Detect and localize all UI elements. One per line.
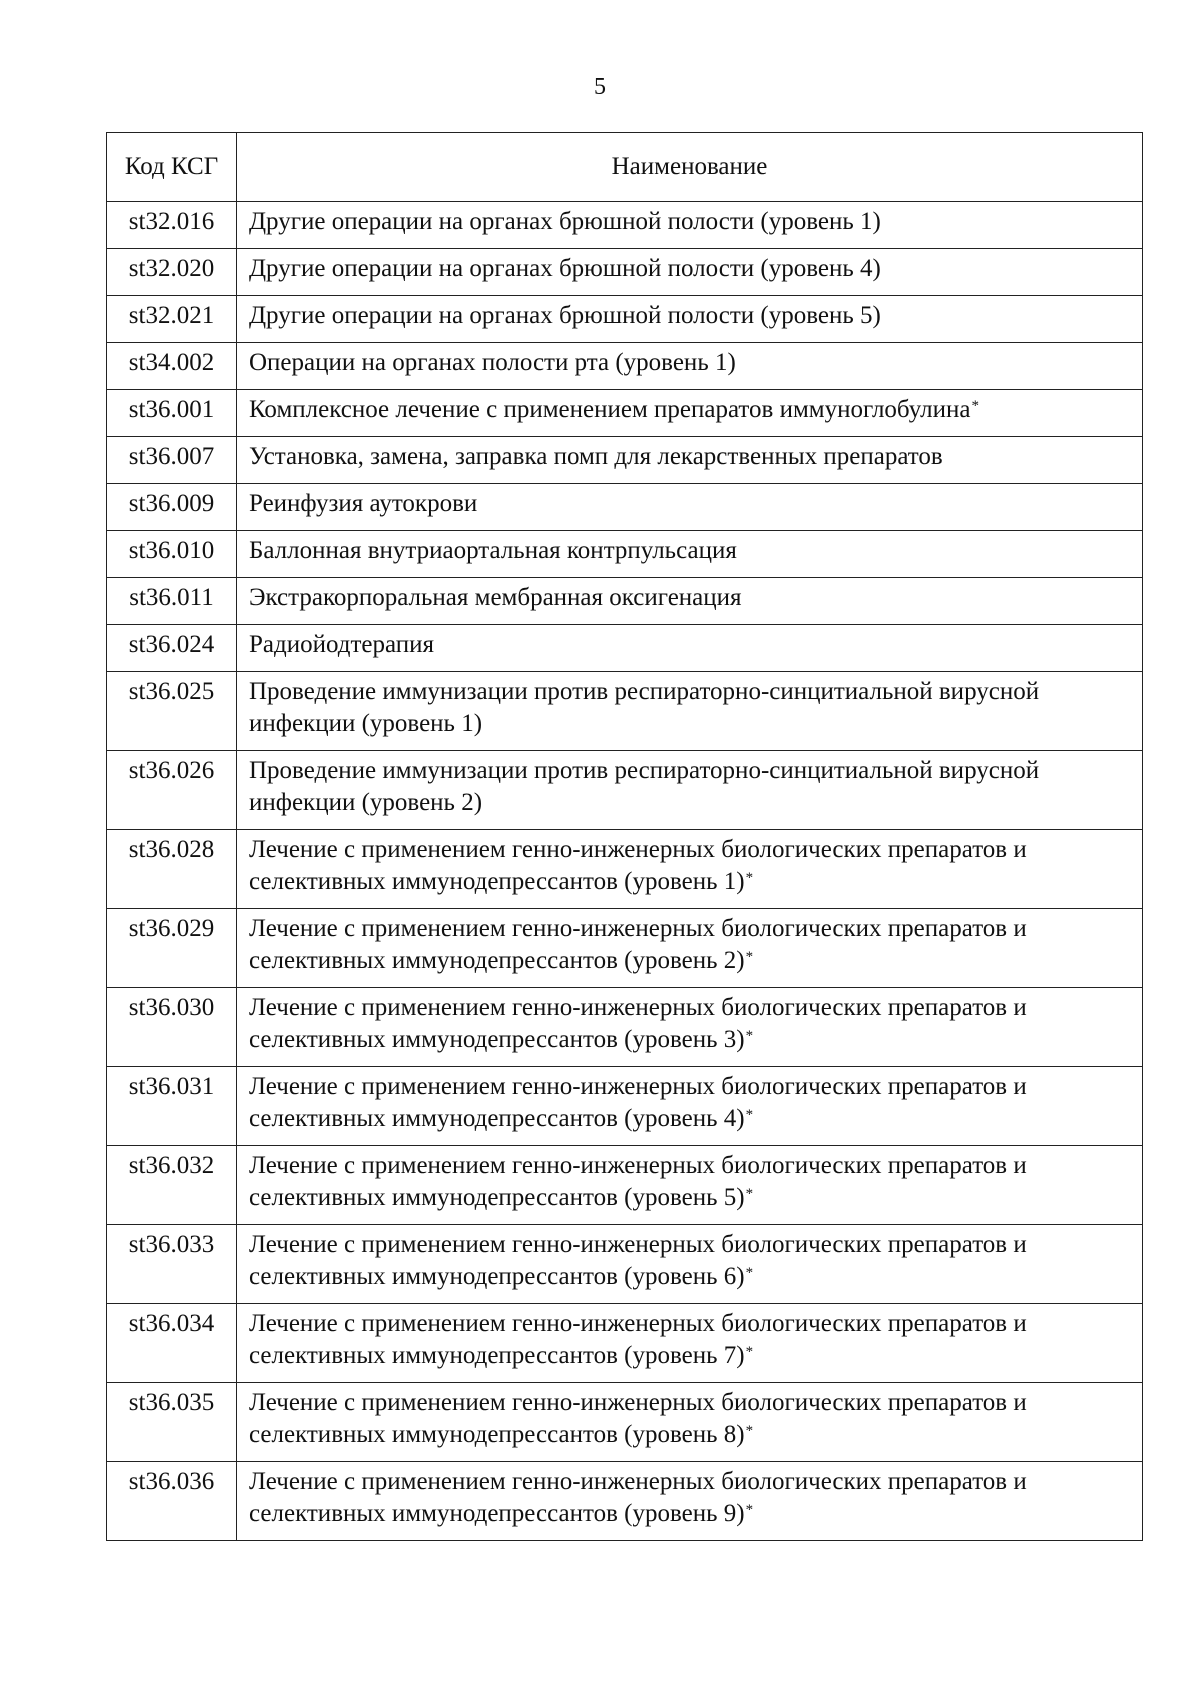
- header-name: Наименование: [237, 133, 1143, 202]
- row-name-cell: [237, 531, 1143, 578]
- table-row: [107, 1225, 1143, 1304]
- table-row: [107, 751, 1143, 830]
- row-code: st36.035: [107, 1383, 237, 1462]
- row-name-cell: [237, 1146, 1143, 1225]
- row-name: Другие операции на органах брюшной полости (уровень 5): [249, 302, 881, 329]
- row-code: st36.009: [107, 484, 237, 531]
- row-name: Лечение с применением генно-инженерных биологических препаратов и селективных иммунодепрессантов (уровень 4): [249, 1073, 1027, 1132]
- row-name: Лечение с применением генно-инженерных биологических препаратов и селективных иммунодепрессантов (уровень 5): [249, 1152, 1027, 1211]
- footnote-mark: *: [745, 1265, 754, 1281]
- table-row: [107, 909, 1143, 988]
- row-code: st36.028: [107, 830, 237, 909]
- row-name-cell: [237, 1462, 1143, 1541]
- row-name-cell: [237, 437, 1143, 484]
- footnote-mark: *: [745, 949, 754, 965]
- footnote-mark: *: [745, 1423, 754, 1439]
- row-name-cell: [237, 625, 1143, 672]
- row-code: st36.025: [107, 672, 237, 751]
- row-code: st36.030: [107, 988, 237, 1067]
- row-name-cell: [237, 1225, 1143, 1304]
- table-row: [107, 1383, 1143, 1462]
- table-row: [107, 296, 1143, 343]
- row-code: st36.036: [107, 1462, 237, 1541]
- row-name: Проведение иммунизации против респираторно-синцитиальной вирусной инфекции (уровень 1): [249, 678, 1040, 737]
- row-name-cell: [237, 830, 1143, 909]
- row-code: st36.010: [107, 531, 237, 578]
- table-row: [107, 343, 1143, 390]
- ksg-table: [106, 132, 1143, 1541]
- table-row: [107, 672, 1143, 751]
- table-row: [107, 249, 1143, 296]
- footnote-mark: *: [745, 1028, 754, 1044]
- row-code: st36.032: [107, 1146, 237, 1225]
- row-name: Проведение иммунизации против респираторно-синцитиальной вирусной инфекции (уровень 2): [249, 757, 1040, 816]
- table-row: [107, 531, 1143, 578]
- row-name: Реинфузия аутокрови: [249, 490, 478, 517]
- row-name-cell: [237, 249, 1143, 296]
- row-code: st36.031: [107, 1067, 237, 1146]
- table-row: [107, 625, 1143, 672]
- row-code: st34.002: [107, 343, 237, 390]
- table-row: [107, 484, 1143, 531]
- row-name: Лечение с применением генно-инженерных биологических препаратов и селективных иммунодепрессантов (уровень 6): [249, 1231, 1027, 1290]
- row-name-cell: [237, 672, 1143, 751]
- footnote-mark: *: [745, 870, 754, 886]
- row-name: Лечение с применением генно-инженерных биологических препаратов и селективных иммунодепрессантов (уровень 7): [249, 1310, 1027, 1369]
- row-name-cell: [237, 1383, 1143, 1462]
- footnote-mark: *: [745, 1186, 754, 1202]
- row-name-cell: [237, 1067, 1143, 1146]
- footnote-mark: *: [971, 398, 979, 414]
- header-row: [107, 133, 1143, 202]
- row-name: Лечение с применением генно-инженерных биологических препаратов и селективных иммунодепрессантов (уровень 8): [249, 1389, 1027, 1448]
- table-row: [107, 830, 1143, 909]
- row-name: Другие операции на органах брюшной полости (уровень 4): [249, 255, 881, 282]
- row-name-cell: [237, 390, 1143, 437]
- row-code: st36.033: [107, 1225, 237, 1304]
- row-name: Лечение с применением генно-инженерных биологических препаратов и селективных иммунодепрессантов (уровень 2): [249, 915, 1027, 974]
- table-body: [107, 202, 1143, 1541]
- row-code: st32.021: [107, 296, 237, 343]
- row-code: st36.024: [107, 625, 237, 672]
- row-code: st36.034: [107, 1304, 237, 1383]
- row-name: Экстракорпоральная мембранная оксигенация: [249, 584, 742, 611]
- row-name-cell: [237, 988, 1143, 1067]
- row-name-cell: [237, 343, 1143, 390]
- footnote-mark: *: [745, 1344, 754, 1360]
- row-name: Установка, замена, заправка помп для лекарственных препаратов: [249, 443, 943, 470]
- table-row: [107, 578, 1143, 625]
- row-code: st32.020: [107, 249, 237, 296]
- row-name: Лечение с применением генно-инженерных биологических препаратов и селективных иммунодепрессантов (уровень 3): [249, 994, 1027, 1053]
- row-name: Другие операции на органах брюшной полости (уровень 1): [249, 208, 881, 235]
- row-code: st36.029: [107, 909, 237, 988]
- row-code: st36.001: [107, 390, 237, 437]
- row-name-cell: [237, 296, 1143, 343]
- table-row: [107, 1067, 1143, 1146]
- table-row: [107, 1304, 1143, 1383]
- table-row: [107, 390, 1143, 437]
- row-name-cell: [237, 578, 1143, 625]
- row-name-cell: [237, 1304, 1143, 1383]
- row-name-cell: [237, 484, 1143, 531]
- footnote-mark: *: [745, 1107, 754, 1123]
- row-name: Комплексное лечение с применением препаратов иммуноглобулина: [249, 396, 971, 423]
- table-row: [107, 1146, 1143, 1225]
- row-name: Баллонная внутриаортальная контрпульсация: [249, 537, 737, 564]
- row-code: st32.016: [107, 202, 237, 249]
- row-name: Радиойодтерапия: [249, 631, 435, 658]
- header-code: Код КСГ: [107, 133, 237, 202]
- page-number: 5: [594, 74, 606, 100]
- table-row: [107, 1462, 1143, 1541]
- footnote-mark: *: [745, 1502, 754, 1518]
- table-header: [107, 133, 1143, 202]
- row-name: Лечение с применением генно-инженерных биологических препаратов и селективных иммунодепрессантов (уровень 1): [249, 836, 1027, 895]
- row-code: st36.011: [107, 578, 237, 625]
- row-name-cell: [237, 751, 1143, 830]
- row-name: Лечение с применением генно-инженерных биологических препаратов и селективных иммунодепрессантов (уровень 9): [249, 1468, 1027, 1527]
- table-row: [107, 437, 1143, 484]
- row-name-cell: [237, 202, 1143, 249]
- table-row: [107, 202, 1143, 249]
- row-code: st36.026: [107, 751, 237, 830]
- row-name-cell: [237, 909, 1143, 988]
- row-name: Операции на органах полости рта (уровень 1): [249, 349, 736, 376]
- table-row: [107, 988, 1143, 1067]
- row-code: st36.007: [107, 437, 237, 484]
